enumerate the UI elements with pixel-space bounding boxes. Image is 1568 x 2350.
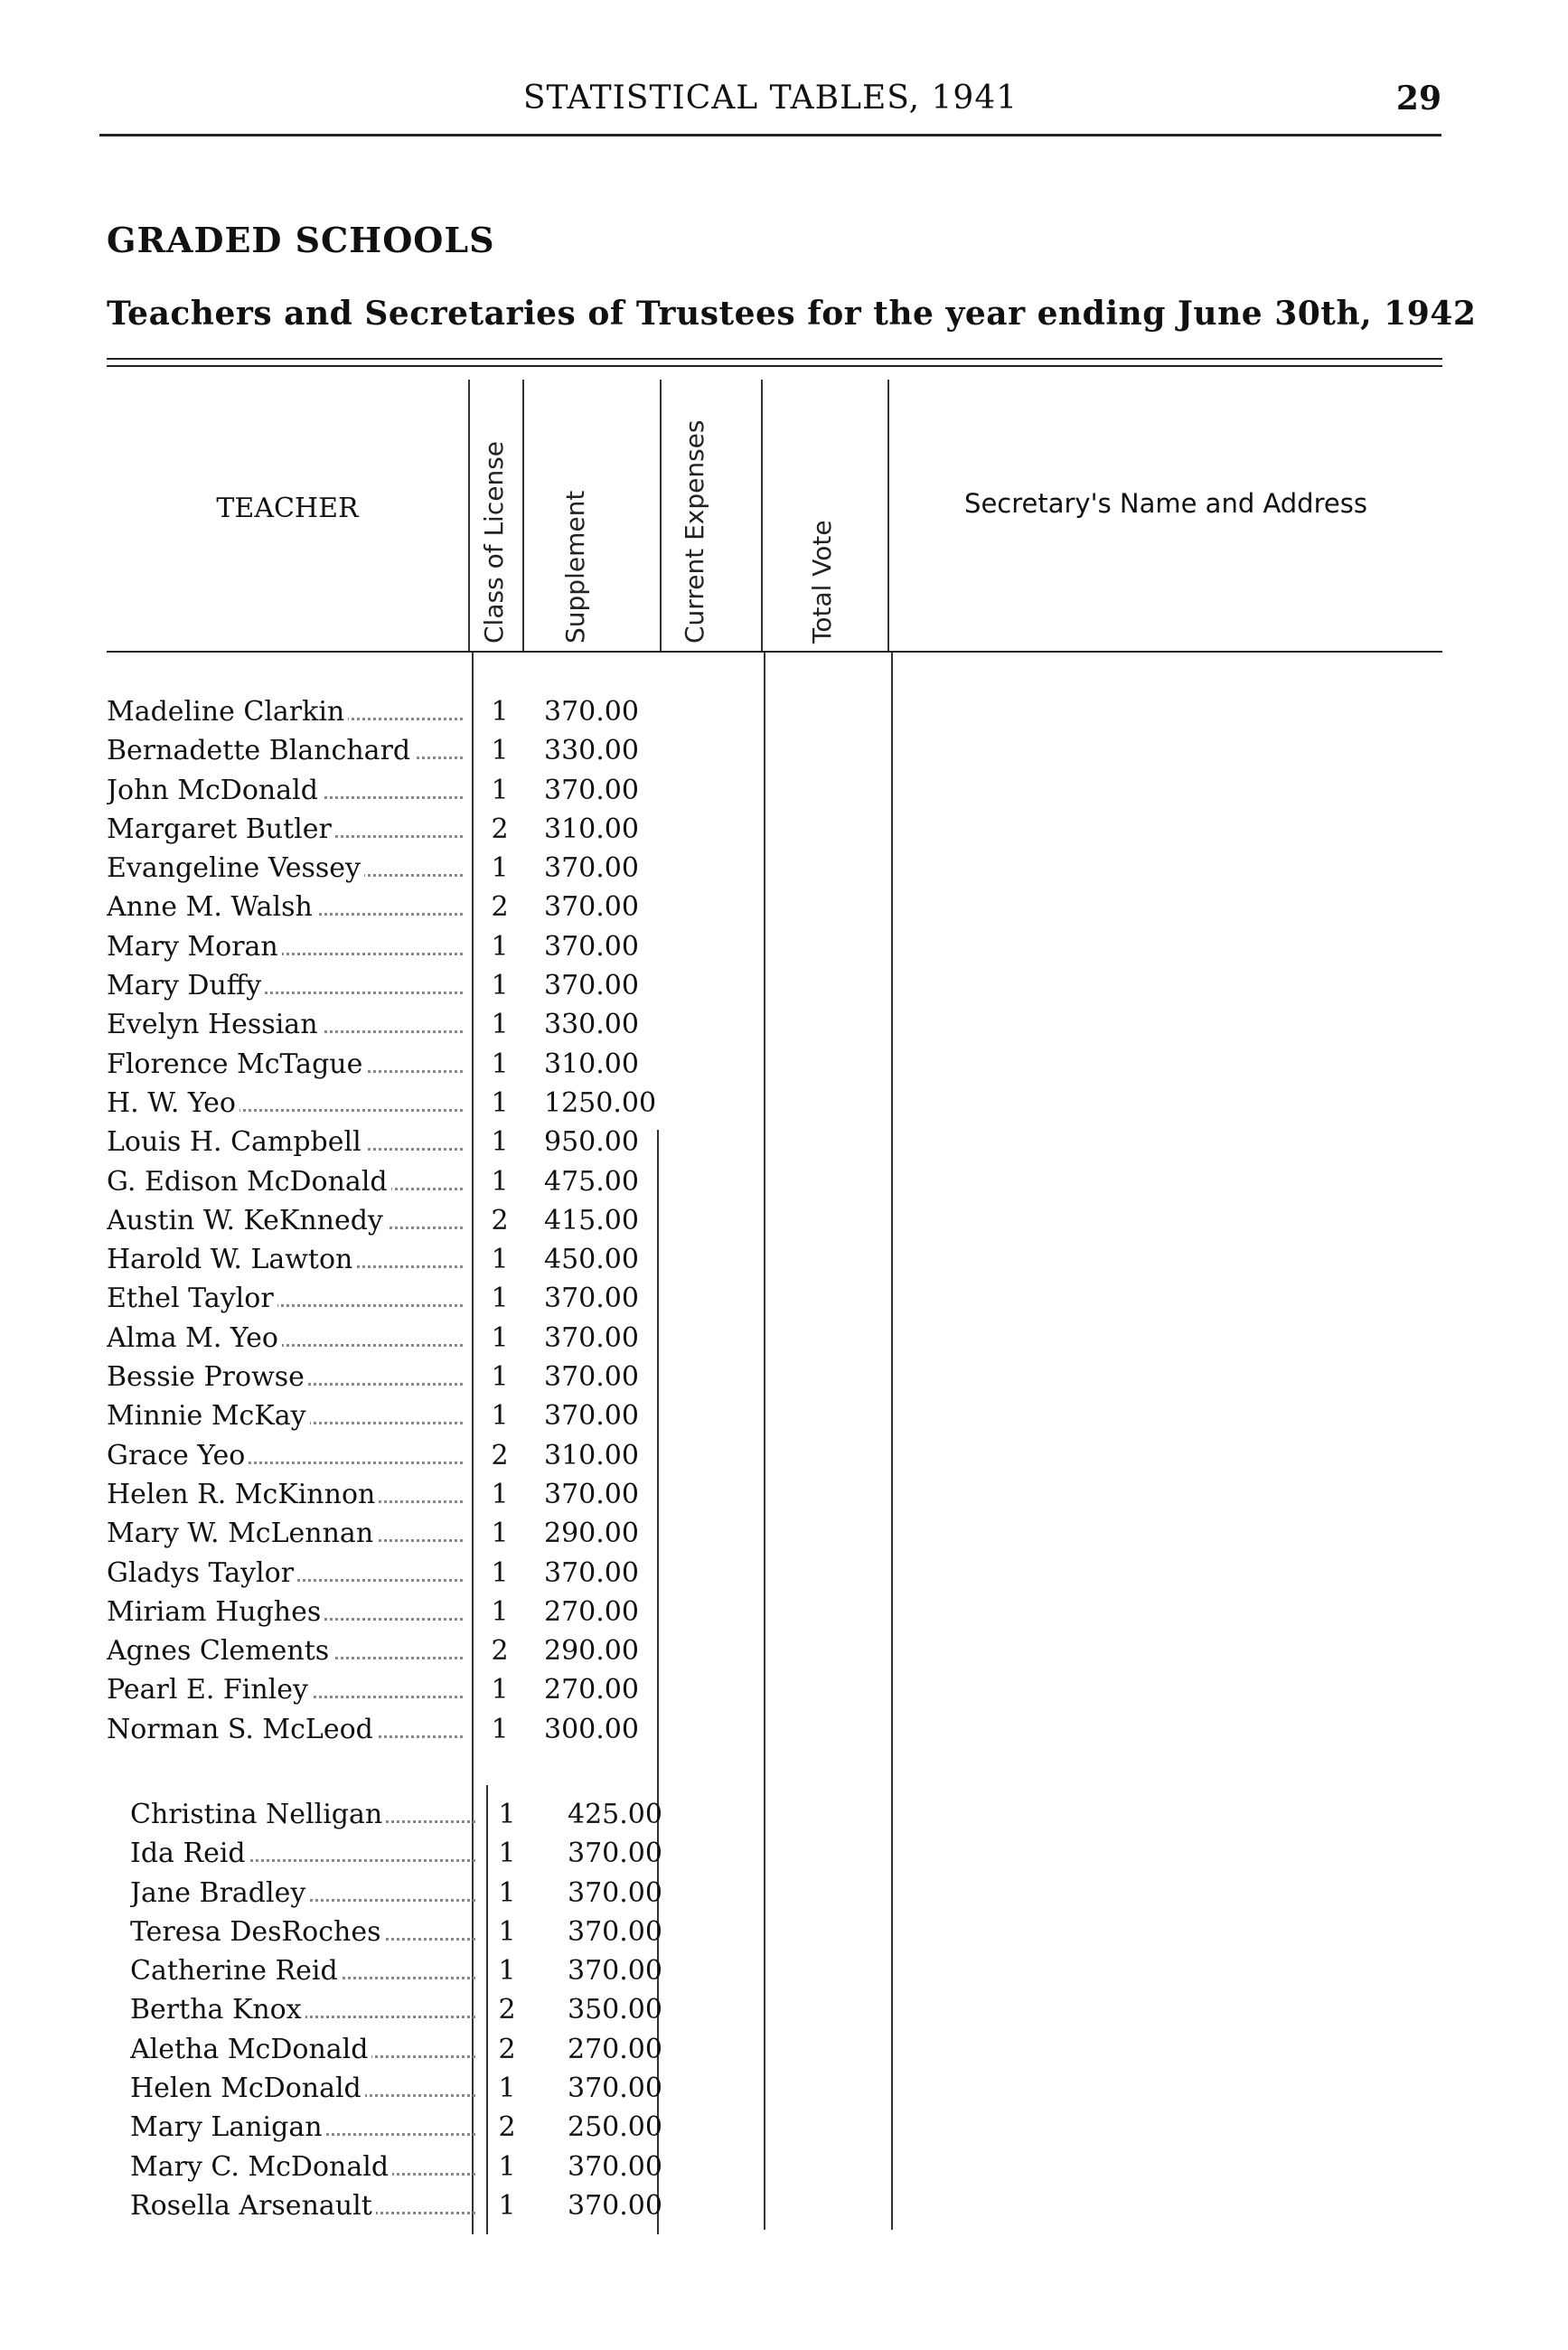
table-subtitle: Teachers and Secretaries of Trustees for the year ending June 30th, 1942 xyxy=(107,295,1477,333)
teacher-name-text: Ethel Taylor xyxy=(107,1283,277,1314)
supplement: 310.00 xyxy=(544,813,639,845)
class-of-license: 1 xyxy=(491,930,509,963)
table-row xyxy=(107,1593,685,1631)
class-of-license: 1 xyxy=(491,1713,509,1745)
supplement: 270.00 xyxy=(544,1674,639,1706)
teacher-name-text: Bertha Knox xyxy=(130,1994,305,2026)
supplement: 450.00 xyxy=(544,1244,639,1276)
table-row xyxy=(107,1951,685,1990)
teacher-name-text: Mary Duffy xyxy=(107,970,265,1001)
supplement: 370.00 xyxy=(544,891,639,924)
supplement: 370.00 xyxy=(544,1478,639,1510)
teacher-name xyxy=(107,810,468,849)
teacher-name-text: Madeline Clarkin xyxy=(107,696,348,728)
class-of-license: 1 xyxy=(491,1361,509,1394)
teacher-name xyxy=(107,927,468,966)
teacher-name-text: Gladys Taylor xyxy=(107,1557,297,1589)
class-of-license: 1 xyxy=(498,1955,516,1988)
table-row xyxy=(107,1240,685,1279)
teacher-name xyxy=(107,888,468,926)
table-row xyxy=(107,1710,685,1749)
supplement: 370.00 xyxy=(544,1283,639,1315)
table-row xyxy=(107,810,685,849)
teacher-name-text: Agnes Clements xyxy=(107,1635,333,1667)
class-of-license: 1 xyxy=(498,1838,516,1870)
class-of-license: 2 xyxy=(491,1439,509,1471)
teacher-list-group-a xyxy=(107,692,685,1749)
supplement: 270.00 xyxy=(544,1595,639,1628)
table-row xyxy=(107,731,685,770)
column-header-current-expenses: Current Expenses xyxy=(680,419,709,644)
teacher-name-text: Minnie McKay xyxy=(107,1400,310,1432)
supplement: 370.00 xyxy=(544,1321,639,1354)
class-of-license: 1 xyxy=(491,1165,509,1198)
supplement: 310.00 xyxy=(544,1439,639,1471)
supplement: 310.00 xyxy=(544,1048,639,1080)
supplement: 300.00 xyxy=(544,1713,639,1745)
teacher-name xyxy=(130,1990,481,2029)
teacher-name-text: Bessie Prowse xyxy=(107,1361,308,1393)
table-row xyxy=(107,2069,685,2108)
table-row xyxy=(107,771,685,810)
teacher-name-text: Grace Yeo xyxy=(107,1440,249,1471)
class-of-license: 1 xyxy=(491,774,509,806)
teacher-name xyxy=(130,2030,481,2069)
teacher-name-text: Miriam Hughes xyxy=(107,1596,324,1628)
table-row xyxy=(107,2148,685,2186)
table-row xyxy=(107,1554,685,1593)
class-of-license: 2 xyxy=(491,891,509,924)
table-row xyxy=(107,1913,685,1951)
teacher-name xyxy=(107,1631,468,1670)
supplement: 370.00 xyxy=(568,2150,662,2183)
class-of-license: 2 xyxy=(498,2111,516,2144)
teacher-name xyxy=(130,2108,481,2147)
teacher-name xyxy=(107,1475,468,1514)
teacher-name-text: Evelyn Hessian xyxy=(107,1009,322,1040)
supplement: 1250.00 xyxy=(544,1086,657,1119)
teacher-name xyxy=(107,1319,468,1358)
table-row xyxy=(107,1358,685,1396)
supplement: 370.00 xyxy=(568,1838,662,1870)
supplement: 370.00 xyxy=(544,852,639,885)
supplement: 330.00 xyxy=(544,735,639,767)
column-header-class-of-license: Class of License xyxy=(479,440,509,644)
section-title: GRADED SCHOOLS xyxy=(107,220,495,260)
class-of-license: 1 xyxy=(491,1478,509,1510)
column-divider xyxy=(660,380,662,653)
class-of-license: 1 xyxy=(498,2189,516,2222)
teacher-name-text: Helen R. McKinnon xyxy=(107,1479,379,1510)
supplement: 370.00 xyxy=(544,970,639,1002)
teacher-list-group-b xyxy=(107,1795,685,2225)
table-row xyxy=(107,2186,685,2225)
teacher-name xyxy=(130,2069,481,2108)
class-of-license: 2 xyxy=(491,813,509,845)
table-row xyxy=(107,1319,685,1358)
body-divider xyxy=(891,653,893,2230)
teacher-name xyxy=(107,1514,468,1553)
table-row xyxy=(107,1084,685,1123)
teacher-name-text: Mary W. McLennan xyxy=(107,1518,377,1549)
class-of-license: 1 xyxy=(491,1518,509,1550)
supplement: 950.00 xyxy=(544,1126,639,1159)
teacher-name xyxy=(107,731,468,770)
class-of-license: 1 xyxy=(491,1048,509,1080)
column-divider xyxy=(761,380,763,653)
class-of-license: 1 xyxy=(498,2150,516,2183)
teacher-name xyxy=(130,1951,481,1990)
teacher-name xyxy=(130,1913,481,1951)
header-bottom-rule xyxy=(107,651,1442,653)
column-header-teacher: TEACHER xyxy=(216,493,359,524)
table-row xyxy=(107,1874,685,1913)
supplement: 370.00 xyxy=(544,1556,639,1589)
table-row xyxy=(107,1045,685,1084)
class-of-license: 1 xyxy=(491,1244,509,1276)
teacher-name xyxy=(107,1162,468,1201)
supplement: 370.00 xyxy=(568,1876,662,1909)
teacher-name xyxy=(107,849,468,888)
teacher-name xyxy=(107,1593,468,1631)
teacher-name xyxy=(107,1240,468,1279)
teacher-name xyxy=(130,2148,481,2186)
teacher-name xyxy=(107,1436,468,1475)
teacher-name-text: Jane Bradley xyxy=(130,1877,309,1909)
class-of-license: 1 xyxy=(491,1321,509,1354)
table-row xyxy=(107,1990,685,2029)
supplement: 250.00 xyxy=(568,2111,662,2144)
table-row xyxy=(107,1162,685,1201)
class-of-license: 1 xyxy=(491,852,509,885)
teacher-name xyxy=(107,1710,468,1749)
class-of-license: 1 xyxy=(491,1400,509,1433)
teacher-name xyxy=(107,1396,468,1435)
table-row xyxy=(107,1834,685,1873)
running-title: STATISTICAL TABLES, 1941 xyxy=(522,80,1019,117)
class-of-license: 2 xyxy=(498,2033,516,2065)
table-row xyxy=(107,1123,685,1161)
table-row xyxy=(107,1396,685,1435)
table-row xyxy=(107,927,685,966)
teacher-name xyxy=(107,1201,468,1240)
table-row xyxy=(107,849,685,888)
supplement: 370.00 xyxy=(544,930,639,963)
teacher-name-text: Aletha McDonald xyxy=(130,2034,371,2065)
table-row xyxy=(107,2108,685,2147)
class-of-license: 2 xyxy=(498,1994,516,2026)
table-row xyxy=(107,1201,685,1240)
class-of-license: 1 xyxy=(498,1915,516,1948)
teacher-name xyxy=(107,692,468,731)
table-row xyxy=(107,1475,685,1514)
supplement: 370.00 xyxy=(568,2073,662,2105)
class-of-license: 1 xyxy=(491,1595,509,1628)
supplement: 415.00 xyxy=(544,1204,639,1236)
teacher-name-text: Christina Nelligan xyxy=(130,1799,386,1830)
teacher-name-text: Margaret Butler xyxy=(107,813,335,845)
class-of-license: 1 xyxy=(498,2073,516,2105)
class-of-license: 1 xyxy=(498,1876,516,1909)
teacher-name-text: Mary C. McDonald xyxy=(130,2151,392,2183)
table-row xyxy=(107,1005,685,1044)
supplement: 370.00 xyxy=(544,1361,639,1394)
supplement: 475.00 xyxy=(544,1165,639,1198)
column-divider xyxy=(522,380,524,653)
teacher-name-text: Helen McDonald xyxy=(130,2073,365,2104)
supplement: 370.00 xyxy=(568,2189,662,2222)
teacher-name-text: Evangeline Vessey xyxy=(107,852,364,884)
page-header xyxy=(99,80,1441,125)
teacher-name xyxy=(130,1874,481,1913)
table-row xyxy=(107,1631,685,1670)
teacher-name xyxy=(107,1358,468,1396)
teacher-name-text: Harold W. Lawton xyxy=(107,1244,356,1275)
class-of-license: 2 xyxy=(491,1635,509,1668)
supplement: 270.00 xyxy=(568,2033,662,2065)
teacher-name xyxy=(107,1123,468,1161)
class-of-license: 1 xyxy=(498,1799,516,1830)
supplement: 370.00 xyxy=(544,1400,639,1433)
table-row xyxy=(107,2030,685,2069)
teacher-name-text: Ida Reid xyxy=(130,1838,249,1869)
table-row xyxy=(107,1279,685,1318)
class-of-license: 1 xyxy=(491,1556,509,1589)
teacher-name xyxy=(107,1045,468,1084)
class-of-license: 1 xyxy=(491,1126,509,1159)
teacher-name xyxy=(107,1279,468,1318)
teacher-name-text: Anne M. Walsh xyxy=(107,891,316,923)
header-rule xyxy=(99,134,1441,136)
teacher-name xyxy=(107,771,468,810)
column-divider xyxy=(468,380,470,653)
column-divider xyxy=(887,380,889,653)
class-of-license: 1 xyxy=(491,1283,509,1315)
column-header-secretary: Secretary's Name and Address xyxy=(964,488,1367,519)
teacher-name-text: G. Edison McDonald xyxy=(107,1166,391,1198)
teacher-name xyxy=(130,2186,481,2225)
teacher-name xyxy=(130,1795,481,1834)
supplement: 370.00 xyxy=(568,1955,662,1988)
teacher-name xyxy=(107,966,468,1005)
supplement: 290.00 xyxy=(544,1518,639,1550)
table-row xyxy=(107,1436,685,1475)
column-header-supplement: Supplement xyxy=(560,490,590,644)
teacher-name xyxy=(107,1084,468,1123)
supplement: 370.00 xyxy=(544,774,639,806)
teacher-name xyxy=(107,1670,468,1709)
teacher-name-text: Catherine Reid xyxy=(130,1955,342,1987)
teacher-name xyxy=(107,1005,468,1044)
class-of-license: 1 xyxy=(491,1674,509,1706)
class-of-license: 2 xyxy=(491,1204,509,1236)
teacher-name-text: Norman S. McLeod xyxy=(107,1714,377,1745)
table-top-rule xyxy=(107,358,1442,360)
teacher-name-text: Florence McTague xyxy=(107,1048,366,1080)
supplement: 425.00 xyxy=(568,1799,662,1830)
class-of-license: 1 xyxy=(491,735,509,767)
supplement: 370.00 xyxy=(544,696,639,728)
teacher-name-text: Pearl E. Finley xyxy=(107,1674,312,1706)
teacher-name xyxy=(107,1554,468,1593)
body-divider xyxy=(764,653,765,2230)
table-row xyxy=(107,966,685,1005)
teacher-name-text: Alma M. Yeo xyxy=(107,1322,282,1354)
supplement: 350.00 xyxy=(568,1994,662,2026)
teacher-name-text: John McDonald xyxy=(107,775,322,806)
teacher-name-text: Rosella Arsenault xyxy=(130,2190,376,2222)
table-row xyxy=(107,888,685,926)
table-row xyxy=(107,1514,685,1553)
supplement: 370.00 xyxy=(568,1915,662,1948)
table-row xyxy=(107,1795,685,1834)
teacher-name-text: Bernadette Blanchard xyxy=(107,735,414,766)
teacher-name-text: Austin W. KeKnnedy xyxy=(107,1205,387,1236)
table-top-rule-2 xyxy=(107,365,1442,367)
page-number: 29 xyxy=(1395,80,1441,118)
supplement: 330.00 xyxy=(544,1009,639,1041)
table-row xyxy=(107,692,685,731)
table-row xyxy=(107,1670,685,1709)
teacher-name-text: Teresa DesRoches xyxy=(130,1916,384,1948)
class-of-license: 1 xyxy=(491,1086,509,1119)
teacher-name-text: Mary Lanigan xyxy=(130,2111,326,2143)
teacher-name-text: Louis H. Campbell xyxy=(107,1126,365,1158)
supplement: 290.00 xyxy=(544,1635,639,1668)
teacher-name-text: Mary Moran xyxy=(107,931,282,963)
class-of-license: 1 xyxy=(491,1009,509,1041)
teacher-name xyxy=(130,1834,481,1873)
class-of-license: 1 xyxy=(491,970,509,1002)
column-header-total-vote: Total Vote xyxy=(807,520,837,644)
teacher-name-text: H. W. Yeo xyxy=(107,1087,239,1119)
class-of-license: 1 xyxy=(491,696,509,728)
